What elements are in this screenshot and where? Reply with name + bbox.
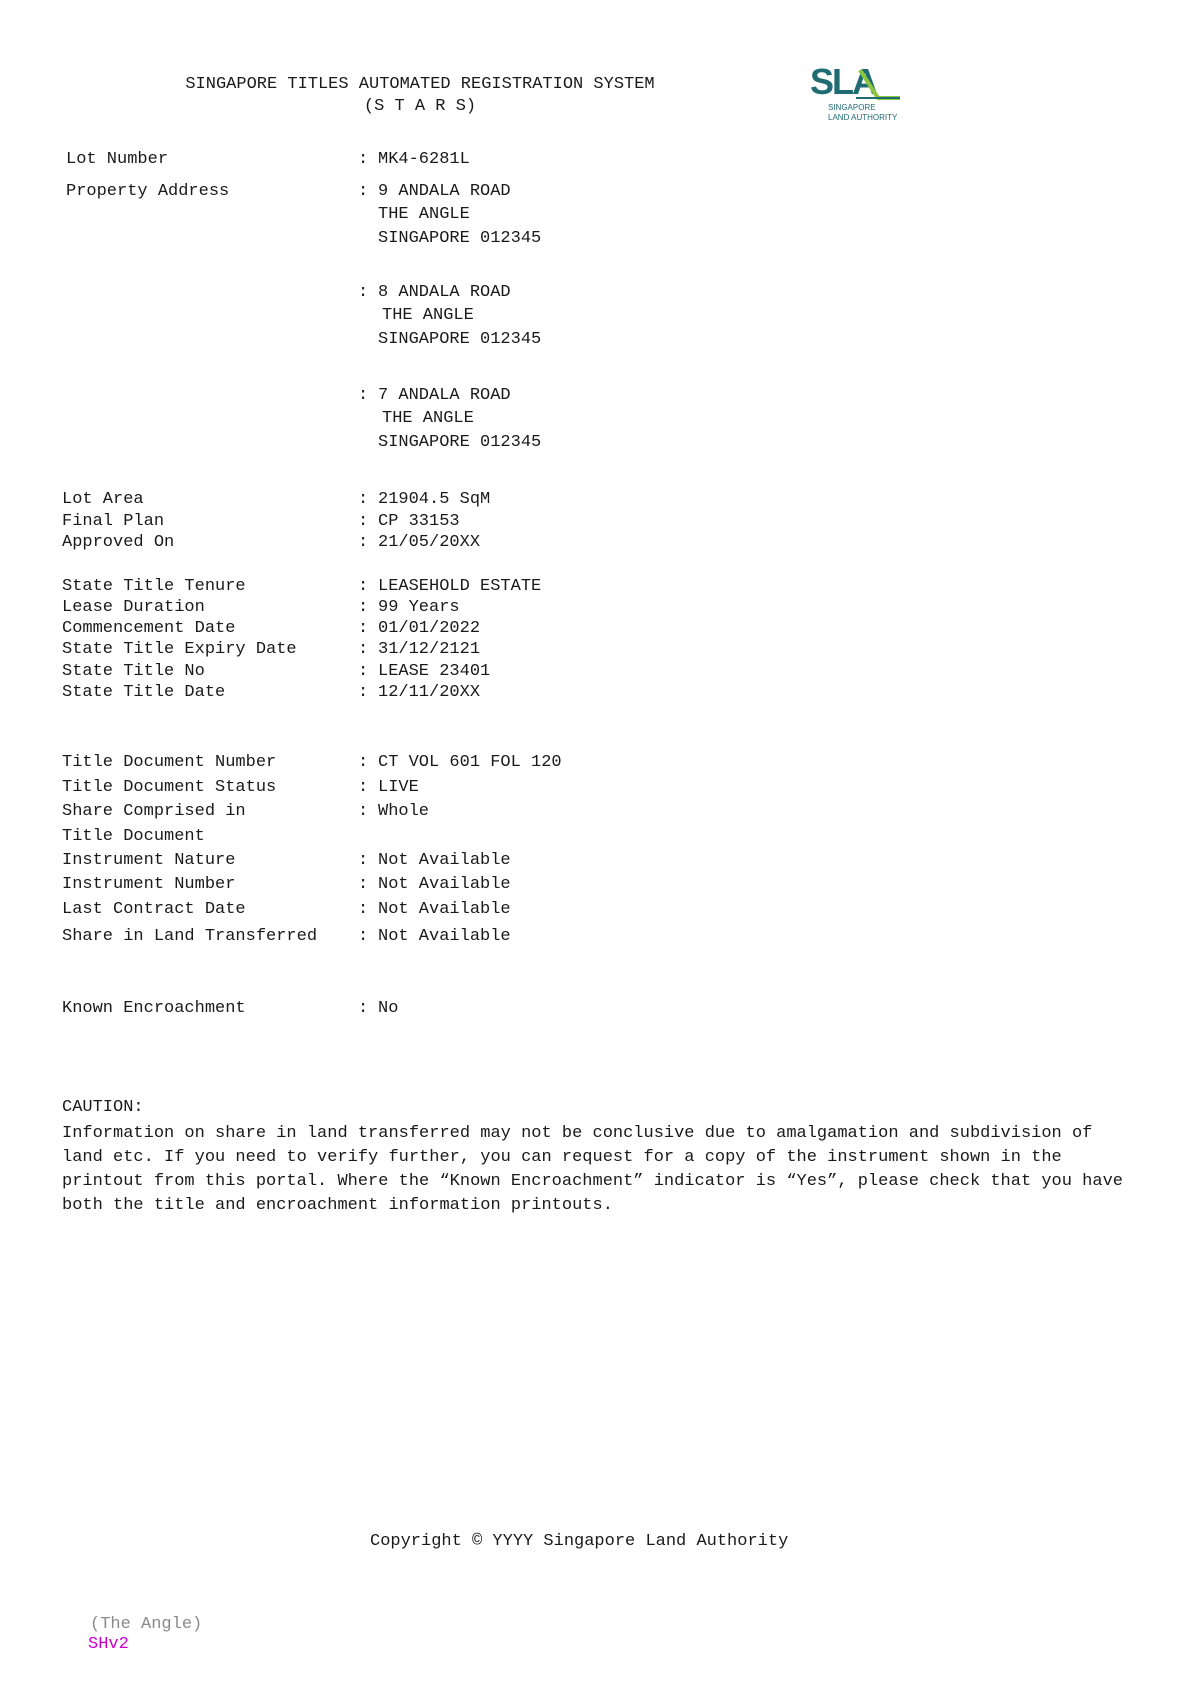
share-in-land-transferred-value: Not Available (378, 927, 511, 946)
lot-area-label: Lot Area (62, 490, 144, 509)
property-address-label: Property Address (66, 182, 230, 201)
lot-number-value: MK4-6281L (378, 150, 470, 169)
colon: : (358, 577, 369, 596)
final-plan-value: CP 33153 (378, 512, 460, 531)
state-title-tenure-value: LEASEHOLD ESTATE (378, 577, 542, 596)
colon: : (358, 851, 369, 870)
address-2-line3: SINGAPORE 012345 (378, 330, 542, 349)
colon: : (358, 683, 369, 702)
footer-code: SHv2 (88, 1635, 129, 1654)
colon: : (358, 778, 369, 797)
logo-line2: LAND AUTHORITY (828, 113, 898, 122)
state-title-date-label: State Title Date (62, 683, 226, 702)
state-title-expiry-date-value: 31/12/2121 (378, 640, 481, 659)
lease-duration-label: Lease Duration (62, 598, 205, 617)
lot-number-label: Lot Number (66, 150, 169, 169)
colon: : (358, 386, 369, 405)
colon: : (358, 598, 369, 617)
address-1-line1: 9 ANDALA ROAD (378, 182, 511, 201)
approved-on-value: 21/05/20XX (378, 533, 481, 552)
commencement-date-value: 01/01/2022 (378, 619, 481, 638)
instrument-nature-value: Not Available (378, 851, 511, 870)
logo-line1: SINGAPORE (828, 103, 876, 112)
title-document-status-label: Title Document Status (62, 778, 277, 797)
share-comprised-label: Share Comprised in (62, 802, 246, 821)
caution-text: Information on share in land transferred may not be conclusive due to amalgamation and subdivision of land etc. If you need to verify further, you can request for a copy of the instrument shown in the printout from this portal. Where the “Known Encroachment” indicator is “Yes”, please check that you have both the title and encroachment information printouts. (62, 1124, 1123, 1215)
state-title-tenure-label: State Title Tenure (62, 577, 246, 596)
address-3-line2: THE ANGLE (382, 409, 474, 428)
colon: : (358, 802, 369, 821)
colon: : (358, 640, 369, 659)
address-2-line1: 8 ANDALA ROAD (378, 283, 511, 302)
title-document-number-label: Title Document Number (62, 753, 277, 772)
share-in-land-transferred-label: Share in Land Transferred (62, 927, 318, 946)
colon: : (358, 533, 369, 552)
address-1-line3: SINGAPORE 012345 (378, 229, 542, 248)
caution-heading: CAUTION: (62, 1098, 144, 1117)
state-title-expiry-date-label: State Title Expiry Date (62, 640, 297, 659)
address-2-line2: THE ANGLE (382, 306, 474, 325)
colon: : (358, 999, 369, 1018)
colon: : (358, 512, 369, 531)
known-encroachment-value: No (378, 999, 399, 1018)
page-title: SINGAPORE TITLES AUTOMATED REGISTRATION SYSTEM (185, 75, 655, 94)
instrument-number-value: Not Available (378, 875, 511, 894)
colon: : (358, 927, 369, 946)
page-subtitle: (S T A R S) (363, 97, 477, 116)
state-title-no-label: State Title No (62, 662, 205, 681)
colon: : (358, 619, 369, 638)
lease-duration-value: 99 Years (378, 598, 460, 617)
final-plan-label: Final Plan (62, 512, 165, 531)
approved-on-label: Approved On (62, 533, 175, 552)
share-comprised-value: Whole (378, 802, 430, 821)
state-title-no-value: LEASE 23401 (378, 662, 491, 681)
footer-label: (The Angle) (90, 1615, 203, 1634)
state-title-date-value: 12/11/20XX (378, 683, 481, 702)
commencement-date-label: Commencement Date (62, 619, 236, 638)
colon: : (358, 283, 369, 302)
colon: : (358, 490, 369, 509)
lot-area-value: 21904.5 SqM (378, 490, 491, 509)
address-3-line3: SINGAPORE 012345 (378, 433, 542, 452)
colon: : (358, 182, 369, 201)
colon: : (358, 875, 369, 894)
address-3-line1: 7 ANDALA ROAD (378, 386, 511, 405)
logo-text: SLA (810, 61, 876, 102)
last-contract-date-value: Not Available (378, 900, 511, 919)
address-1-line2: THE ANGLE (378, 205, 470, 224)
sla-logo (808, 60, 908, 130)
instrument-number-label: Instrument Number (62, 875, 236, 894)
colon: : (358, 900, 369, 919)
copyright: Copyright © YYYY Singapore Land Authority (370, 1532, 789, 1551)
colon: : (358, 150, 369, 169)
instrument-nature-label: Instrument Nature (62, 851, 236, 870)
known-encroachment-label: Known Encroachment (62, 999, 246, 1018)
title-document-status-value: LIVE (378, 778, 419, 797)
title-document-number-value: CT VOL 601 FOL 120 (378, 753, 562, 772)
last-contract-date-label: Last Contract Date (62, 900, 246, 919)
colon: : (358, 662, 369, 681)
colon: : (358, 753, 369, 772)
share-comprised-label-cont: Title Document (62, 827, 205, 846)
